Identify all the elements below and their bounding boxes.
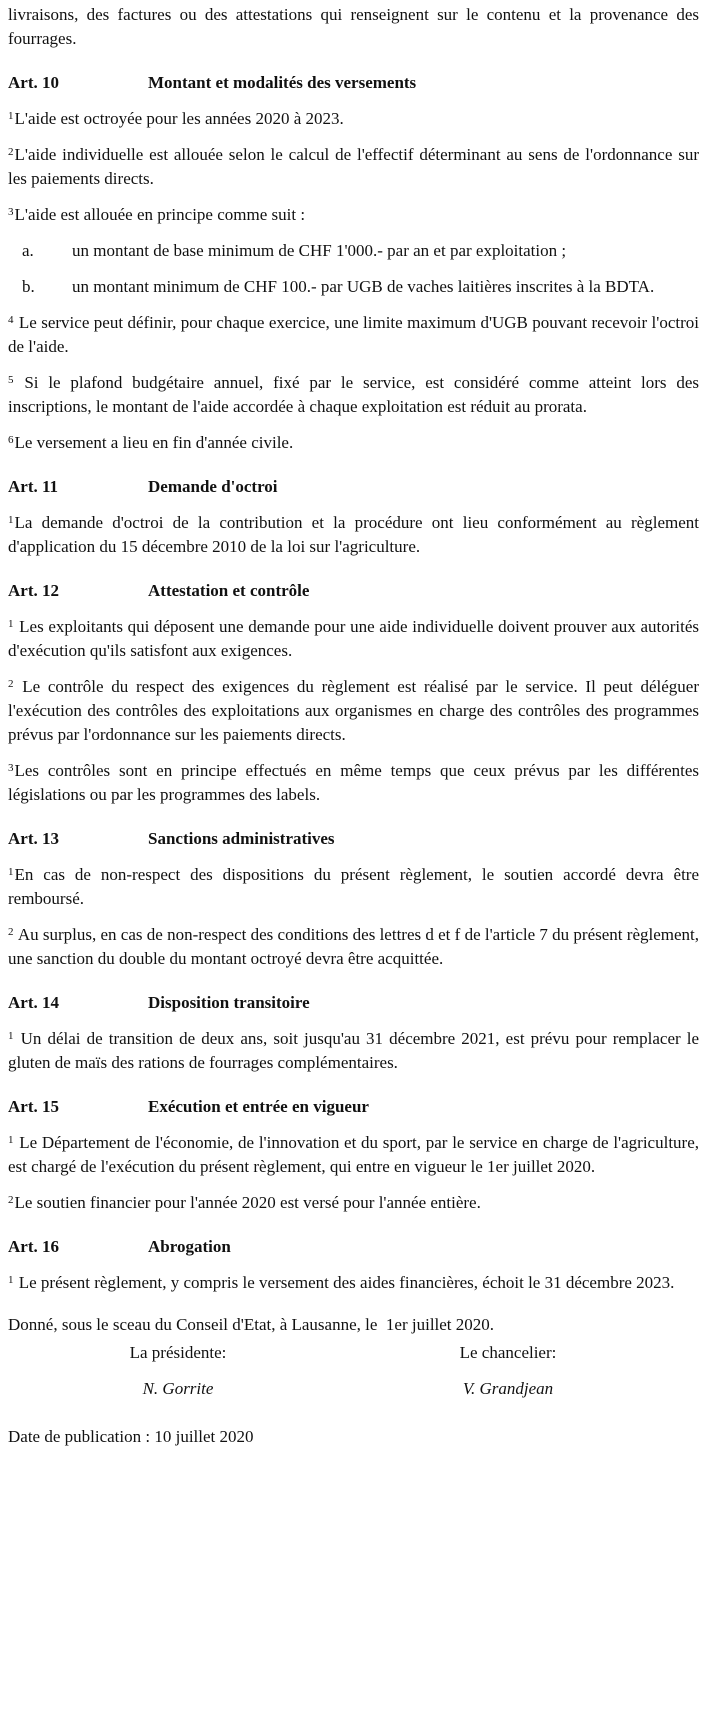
paragraph-number: 3 [8,762,14,774]
article-10-paragraph-6: $^6$Le versement a lieu en fin d'année civile. [8,433,294,452]
list-item-text: un montant de base minimum de CHF 1'000.- par an et par exploitation ; [72,241,567,260]
article-title: Demande d'octroi [148,477,278,496]
paragraph-number: 3 [8,206,14,218]
paragraph-number: 1 [8,618,14,630]
article-15-heading [8,1095,699,1119]
paragraph-number: 2 [8,146,14,158]
article-12-heading [8,579,699,603]
article-13-paragraph-2: $^2$ Au surplus, en cas de non-respect des conditions des lettres d et f de l'article 7 du présent règlement, une sanction du double du montant octroyé devra être acquittée. [8,925,699,968]
paragraph-number: 1 [8,514,14,526]
article-15-paragraph-1: $^1$ Le Département de l'économie, de l'innovation et du sport, par le service en charge de l'agriculture, est chargé de l'exécution du présent règlement, qui entre en vigueur le 1er juillet 2020. [8,1133,699,1176]
article-number: Art. 15 [8,1097,59,1116]
president-name: N. Gorrite [142,1379,214,1398]
article-12-paragraph-2: $^2$ Le contrôle du respect des exigences du règlement est réalisé par le service. Il peut déléguer l'exécution des contrôles des exploitations aux organismes en charge des contrôles des programmes prévus par l'ordonnance sur les paiements directs. [8,677,700,744]
president-role: La présidente: [129,1343,227,1362]
paragraph-number: 1 [8,1134,14,1146]
paragraph-number: 1 [8,1030,14,1042]
chancellor-role: Le chancelier: [459,1343,557,1362]
paragraph-number: 2 [8,1194,14,1206]
article-11-heading [8,475,699,499]
publication-date: Date de publication : 10 juillet 2020 [8,1427,254,1446]
article-title: Abrogation [148,1237,231,1256]
paragraph-number: 1 [8,1274,14,1286]
article-number: Art. 13 [8,829,59,848]
list-item-b [8,275,699,299]
paragraph-number: 4 [8,314,14,326]
paragraph-number: 5 [8,374,14,386]
paragraph-number: 1 [8,866,14,878]
list-item-letter: a. [22,241,34,260]
article-11-paragraph-1: $^1$La demande d'octroi de la contribution et la procédure ont lieu conformément au règlement d'application du 15 décembre 2010 de la loi sur l'agriculture. [8,513,699,556]
list-item-text: un montant minimum de CHF 100.- par UGB de vaches laitières inscrites à la BDTA. [72,277,655,296]
article-10-paragraph-1: $^1$L'aide est octroyée pour les années 2020 à 2023. [8,109,344,128]
article-13-heading [8,827,699,851]
article-12-paragraph-1: $^1$ Les exploitants qui déposent une demande pour une aide individuelle doivent prouver aux autorités d'exécution qu'ils satisfont aux exigences. [8,617,700,660]
list-item-a [8,239,699,263]
article-14-paragraph-1: $^1$ Un délai de transition de deux ans, soit jusqu'au 31 décembre 2021, est prévu pour remplacer le gluten de maïs des rations de fourrages complémentaires. [8,1029,700,1072]
article-title: Disposition transitoire [148,993,310,1012]
article-number: Art. 14 [8,993,59,1012]
article-14-heading [8,991,699,1015]
article-title: Attestation et contrôle [148,581,310,600]
article-10-paragraph-5: $^5$ Si le plafond budgétaire annuel, fixé par le service, est considéré comme atteint lors des inscriptions, le montant de l'aide accordée à chaque exploitation est réduit au prorata. [8,373,699,416]
article-15-paragraph-2: $^2$Le soutien financier pour l'année 2020 est versé pour l'année entière. [8,1193,481,1212]
article-16-paragraph-1: $^1$ Le présent règlement, y compris le versement des aides financières, échoit le 31 décembre 2023. [8,1273,675,1292]
list-item-letter: b. [22,277,35,296]
chancellor-signature [398,1341,618,1401]
article-title: Montant et modalités des versements [148,73,417,92]
paragraph-number: 2 [8,926,14,938]
signature-block [8,1341,699,1419]
president-signature [68,1341,288,1401]
article-16-heading [8,1235,699,1259]
article-10-paragraph-4: $^4$ Le service peut définir, pour chaque exercice, une limite maximum d'UGB pouvant recevoir l'octroi de l'aide. [8,313,699,356]
article-10-paragraph-2: $^2$L'aide individuelle est allouée selon le calcul de l'effectif déterminant au sens de l'ordonnance sur les paiements directs. [8,145,699,188]
paragraph-number: 1 [8,110,14,122]
article-title: Sanctions administratives [148,829,335,848]
intro-paragraph: livraisons, des factures ou des attestations qui renseignent sur le contenu et la provenance des fourrages. [8,5,699,48]
article-10-heading [8,71,699,95]
article-number: Art. 12 [8,581,59,600]
article-13-paragraph-1: $^1$En cas de non-respect des dispositions du présent règlement, le soutien accordé devra être remboursé. [8,865,699,908]
article-title: Exécution et entrée en vigueur [148,1097,369,1116]
article-number: Art. 16 [8,1237,59,1256]
given-statement: Donné, sous le sceau du Conseil d'Etat, à Lausanne, le 1er juillet 2020. [8,1315,495,1334]
article-number: Art. 10 [8,73,59,92]
document-page [0,3,713,1449]
paragraph-number: 6 [8,434,14,446]
article-12-paragraph-3: $^3$Les contrôles sont en principe effectués en même temps que ceux prévus par les différentes législations ou par les programmes des labels. [8,761,699,804]
article-number: Art. 11 [8,477,59,496]
chancellor-name: V. Grandjean [462,1379,554,1398]
article-10-paragraph-3: $^3$L'aide est allouée en principe comme suit : [8,205,306,224]
paragraph-number: 2 [8,678,14,690]
